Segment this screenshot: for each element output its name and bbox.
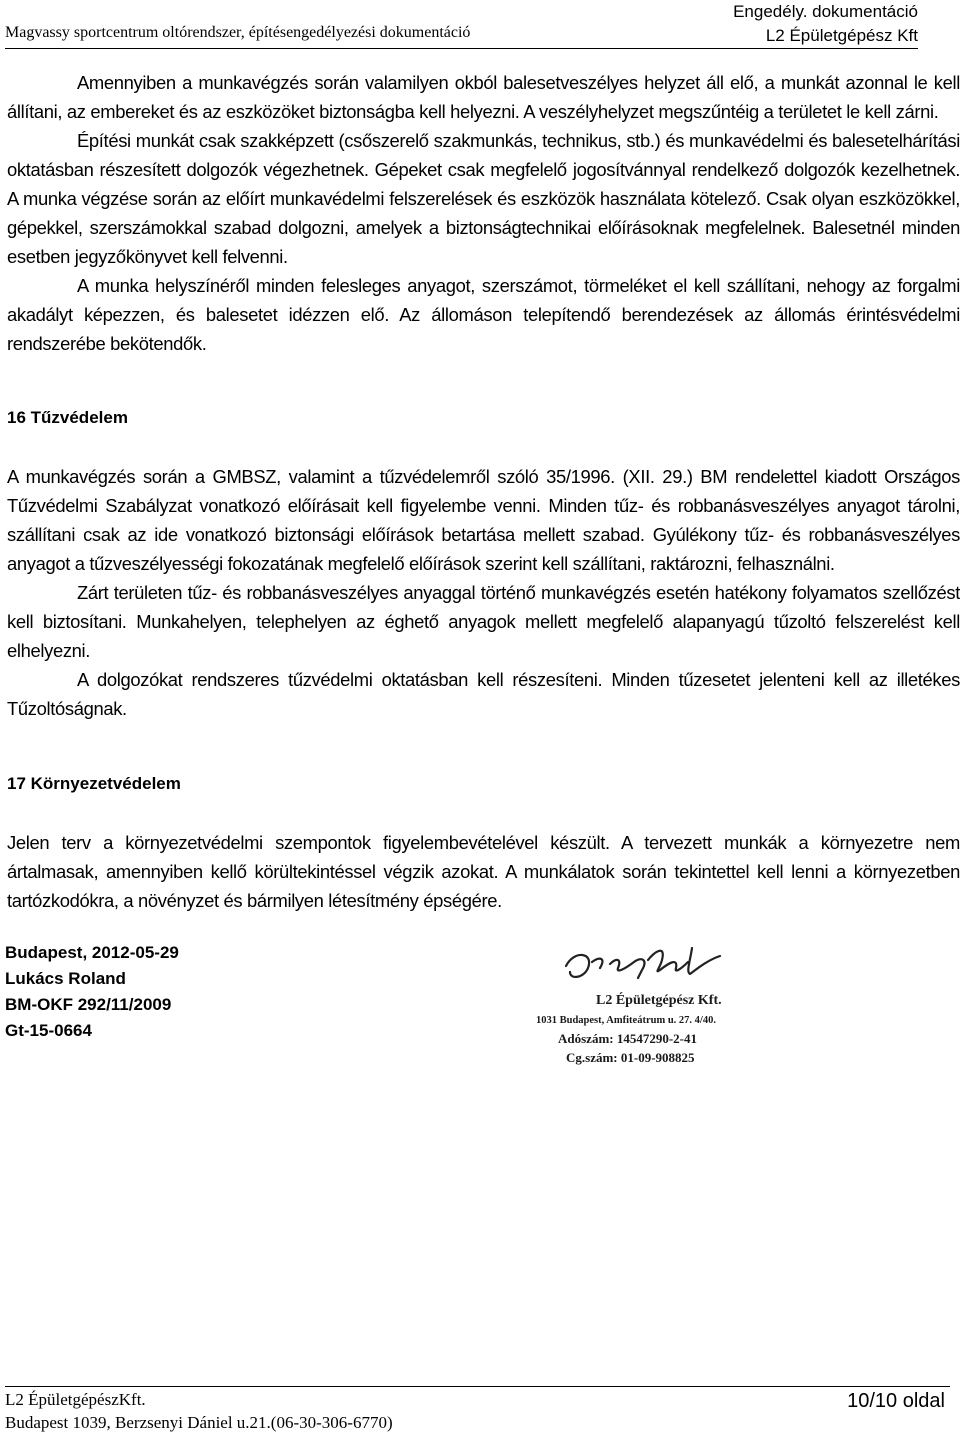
- stamp-line-1: L2 Épületgépész Kft.: [596, 993, 722, 1008]
- section-heading-fire-protection: 16 Tűzvédelem: [7, 408, 128, 427]
- paragraph-fire-regulations: A munkavégzés során a GMBSZ, valamint a tűzvédelemről szóló 35/1996. (XII. 29.) BM rendelettel kiadott Országos Tűzvédelmi Szabályzat vonatkozó előírásait kell figyelembe venni. Minden tűz- és robbanásveszélyes anyagot tárolni, szállítani csak az ide vonatkozó biztonsági előírások betartása mellett szabad. Gyúlékony tűz- és robbanásveszélyes anyagot a tűzveszélyességi fokozatának megfelelő előírások szerint kell szállítani, raktározni, felhasználni.: [7, 466, 960, 574]
- paragraph-emergency: Amennyiben a munkavégzés során valamilyen okból balesetveszélyes helyzet áll elő, a munkát azonnal le kell állítani, az embereket és az eszközöket biztonságba kell helyezni. A veszélyhelyzet megszűntéig a területet le kell zárni.: [7, 72, 960, 122]
- header-company: L2 Épületgépész Kft: [765, 26, 918, 45]
- signer-name: Lukács Roland: [5, 969, 126, 988]
- stamp-line-4: Cg.szám: 01-09-908825: [566, 1050, 695, 1065]
- header-divider: [5, 48, 918, 49]
- signature-block: [5, 940, 179, 1044]
- paragraph-qualified-workers: Építési munkát csak szakképzett (csőszerelő szakmunkás, technikus, stb.) és munkavédelmi és balesetelhárítási oktatásban részesített dolgozók végezhetnek. Gépeket csak megfelelő jogosítvánnyal rendelkező dolgozók kezelhetnek. A munka végzése során az előírt munkavédelmi felszerelések és eszközök használata kötelező. Csak olyan eszközökkel, gépekkel, szerszámokkal szabad dolgozni, amelyek a biztonságtechnikai előírásoknak megfelelnek. Balesetnél minden esetben jegyzőkönyvet kell felvenni.: [7, 130, 960, 267]
- footer-divider: [5, 1386, 950, 1387]
- page-number: 10/10 oldal: [847, 1390, 945, 1412]
- paragraph-site-cleanup: A munka helyszínéről minden felesleges anyagot, szerszámot, törmeléket el kell szállítani, nehogy az forgalmi akadályt képezzen, és balesetet idézzen elő. Az állomáson telepítendő berendezések az állomás érintésvédelmi rendszerébe bekötendők.: [7, 275, 960, 354]
- section-heading-environment: 17 Környezetvédelem: [7, 774, 181, 793]
- place-date: Budapest, 2012-05-29: [5, 943, 179, 962]
- header-document-title: Magvassy sportcentrum oltórendszer, építésengedélyezési dokumentáció: [5, 24, 471, 41]
- paragraph-fire-training: A dolgozókat rendszeres tűzvédelmi oktatásban kell részesíteni. Minden tűzesetet jelenteni kell az illetékes Tűzoltóságnak.: [7, 669, 960, 719]
- header-right-block: [733, 0, 918, 48]
- footer-address: Budapest 1039, Berzsenyi Dániel u.21.(06-30-306-6770): [5, 1413, 393, 1432]
- paragraph-environment: Jelen terv a környezetvédelmi szempontok figyelembevételével készült. A tervezett munkák a környezetre nem ártalmasak, amennyiben kellő körültekintéssel végzik azokat. A munkálatok során tekintettel kell lenni a környezetben tartózkodókra, a növényzet és bármilyen létesítmény épségére.: [7, 832, 960, 911]
- company-stamp-with-signature: [530, 938, 770, 1078]
- document-body: [7, 68, 960, 911]
- footer-left-block: [5, 1388, 393, 1434]
- stamp-line-3: Adószám: 14547290-2-41: [558, 1031, 698, 1046]
- stamp-line-2: 1031 Budapest, Amfiteátrum u. 27. 4/40.: [536, 1015, 716, 1026]
- footer-company: L2 ÉpületgépészKft.: [5, 1390, 146, 1409]
- header-document-type: Engedély. dokumentáció: [733, 2, 918, 21]
- paragraph-ventilation: Zárt területen tűz- és robbanásveszélyes anyaggal történő munkavégzés esetén hatékony folyamatos szellőzést kell biztosítani. Munkahelyen, telephelyen az éghető anyagok mellett megfelelő alapanyagú tűzoltó felszerelést kell elhelyezni.: [7, 582, 960, 661]
- license-number-1: BM-OKF 292/11/2009: [5, 995, 172, 1014]
- license-number-2: Gt-15-0664: [5, 1021, 92, 1040]
